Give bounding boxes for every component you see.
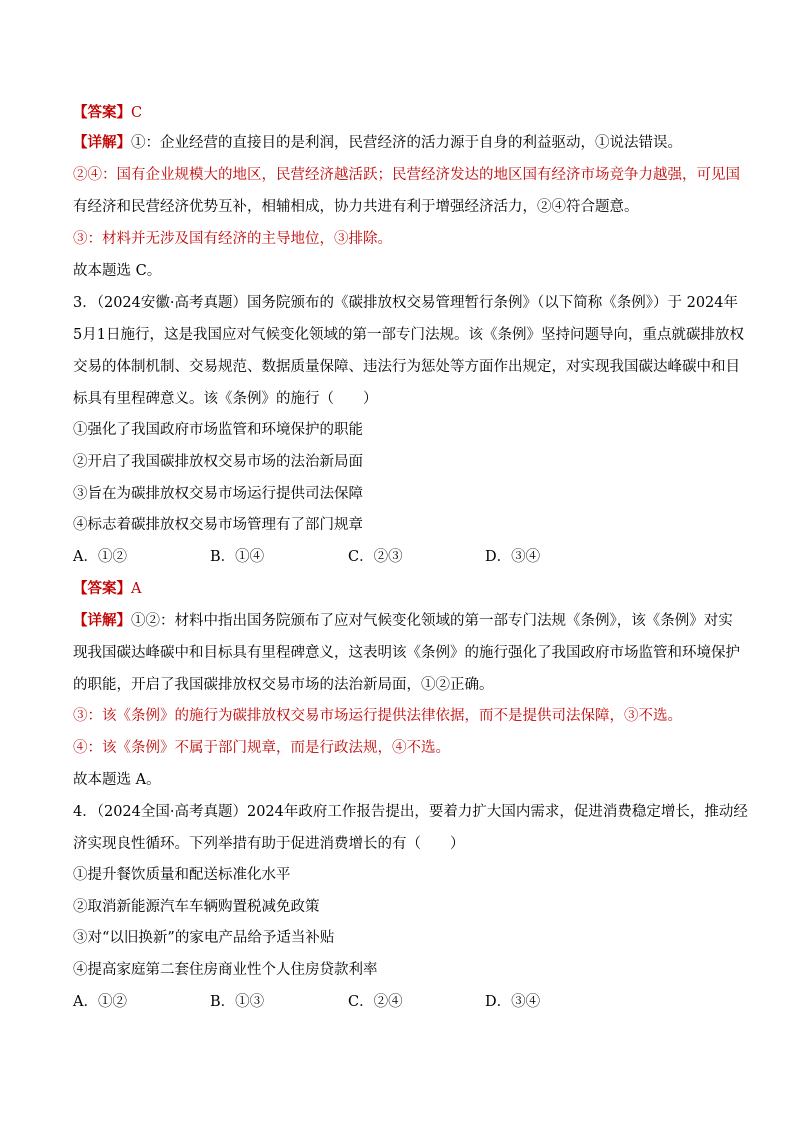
q3-stem-line-3: 交易的体制机制、交易规范、数据质量保障、违法行为惩处等方面作出规定，对实现我国碳达峰碳中和目 — [73, 359, 740, 375]
q3-item-3: ③旨在为碳排放权交易市场运行提供司法保障 — [73, 486, 363, 502]
q2-answer-line — [73, 104, 723, 122]
q3-item-2: ②开启了我国碳排放权交易市场的法治新局面 — [73, 454, 363, 470]
q3-detail-line-2: 现我国碳达峰碳中和目标具有里程碑意义，这表明该《条例》的施行强化了我国政府市场监管和环境保护 — [73, 645, 740, 661]
q3-answer-line — [73, 580, 723, 598]
q2-detail-line-1 — [73, 134, 723, 152]
q3-detail-line-4: ③：该《条例》的施行为碳排放权交易市场运行提供法律依据，而不是提供司法保障，③不选。 — [73, 708, 682, 724]
q3-option-d: D．③④ — [485, 549, 541, 565]
q4-item-3: ③对“以旧换新”的家电产品给予适当补贴 — [73, 930, 335, 946]
q3-item-4: ④标志着碳排放权交易市场管理有了部门规章 — [73, 517, 363, 533]
q3-option-b: B．①④ — [210, 549, 265, 565]
q3-item-1: ①强化了我国政府市场监管和环境保护的职能 — [73, 422, 363, 438]
answer-value: C — [131, 105, 143, 121]
q4-option-d: D．③④ — [485, 994, 541, 1010]
q4-option-a: A．①② — [73, 994, 127, 1010]
answer-label: 【答案】 — [73, 580, 131, 597]
q2-detail-line-4: ③：材料并无涉及国有经济的主导地位，③排除。 — [73, 231, 392, 247]
q3-stem-line-1: 3．（2024安徽·高考真题）国务院颁布的《碳排放权交易管理暂行条例》（以下简称《条例》）于 2024年 — [73, 295, 738, 311]
q4-item-1: ①提升餐饮质量和配送标准化水平 — [73, 867, 291, 883]
q2-conclusion: 故本题选 C。 — [73, 263, 162, 279]
detail-label: 【详解】 — [73, 134, 131, 151]
q3-stem-line-4: 标具有里程碑意义。该《条例》的施行（ ） — [73, 391, 378, 407]
detail-label: 【详解】 — [73, 612, 131, 629]
q3-detail-line-5: ④：该《条例》不属于部门规章，而是行政法规，④不选。 — [73, 740, 450, 756]
q4-option-b: B．①③ — [210, 994, 265, 1010]
q4-item-2: ②取消新能源汽车车辆购置税减免政策 — [73, 899, 320, 915]
q2-detail-line-2: ②④：国有企业规模大的地区，民营经济越活跃；民营经济发达的地区国有经济市场竞争力越强，可见国 — [73, 167, 740, 183]
q3-detail-line-1 — [73, 612, 733, 630]
q4-stem-line-2: 济实现良性循环。下列举措有助于促进消费增长的有（ ） — [73, 836, 465, 852]
q3-option-a: A．①② — [73, 549, 127, 565]
q3-detail-line-3: 的职能，开启了我国碳排放权交易市场的法治新局面，①②正确。 — [73, 677, 494, 693]
q4-stem-line-1: 4．（2024全国·高考真题）2024年政府工作报告提出，要着力扩大国内需求，促进消费稳定增长，推动经 — [73, 804, 748, 820]
q2-detail-line-3: 有经济和民营经济优势互补，相辅相成，协力共进有利于增强经济活力，②④符合题意。 — [73, 199, 639, 215]
q3-stem-line-2: 5月1日施行，这是我国应对气候变化领域的第一部专门法规。该《条例》坚持问题导向，重点就碳排放权 — [73, 327, 744, 343]
q4-item-4: ④提高家庭第二套住房商业性个人住房贷款利率 — [73, 962, 378, 978]
q4-option-c: C．②④ — [348, 994, 403, 1010]
q3-option-c: C．②③ — [348, 549, 403, 565]
answer-label: 【答案】 — [73, 104, 131, 121]
detail-text: ①②：材料中指出国务院颁布了应对气候变化领域的第一部专门法规《条例》，该《条例》对实 — [131, 613, 733, 629]
answer-value: A — [131, 581, 142, 597]
detail-text: ①：企业经营的直接目的是利润，民营经济的活力源于自身的利益驱动，①说法错误。 — [131, 135, 682, 151]
q3-conclusion: 故本题选 A。 — [73, 772, 161, 788]
